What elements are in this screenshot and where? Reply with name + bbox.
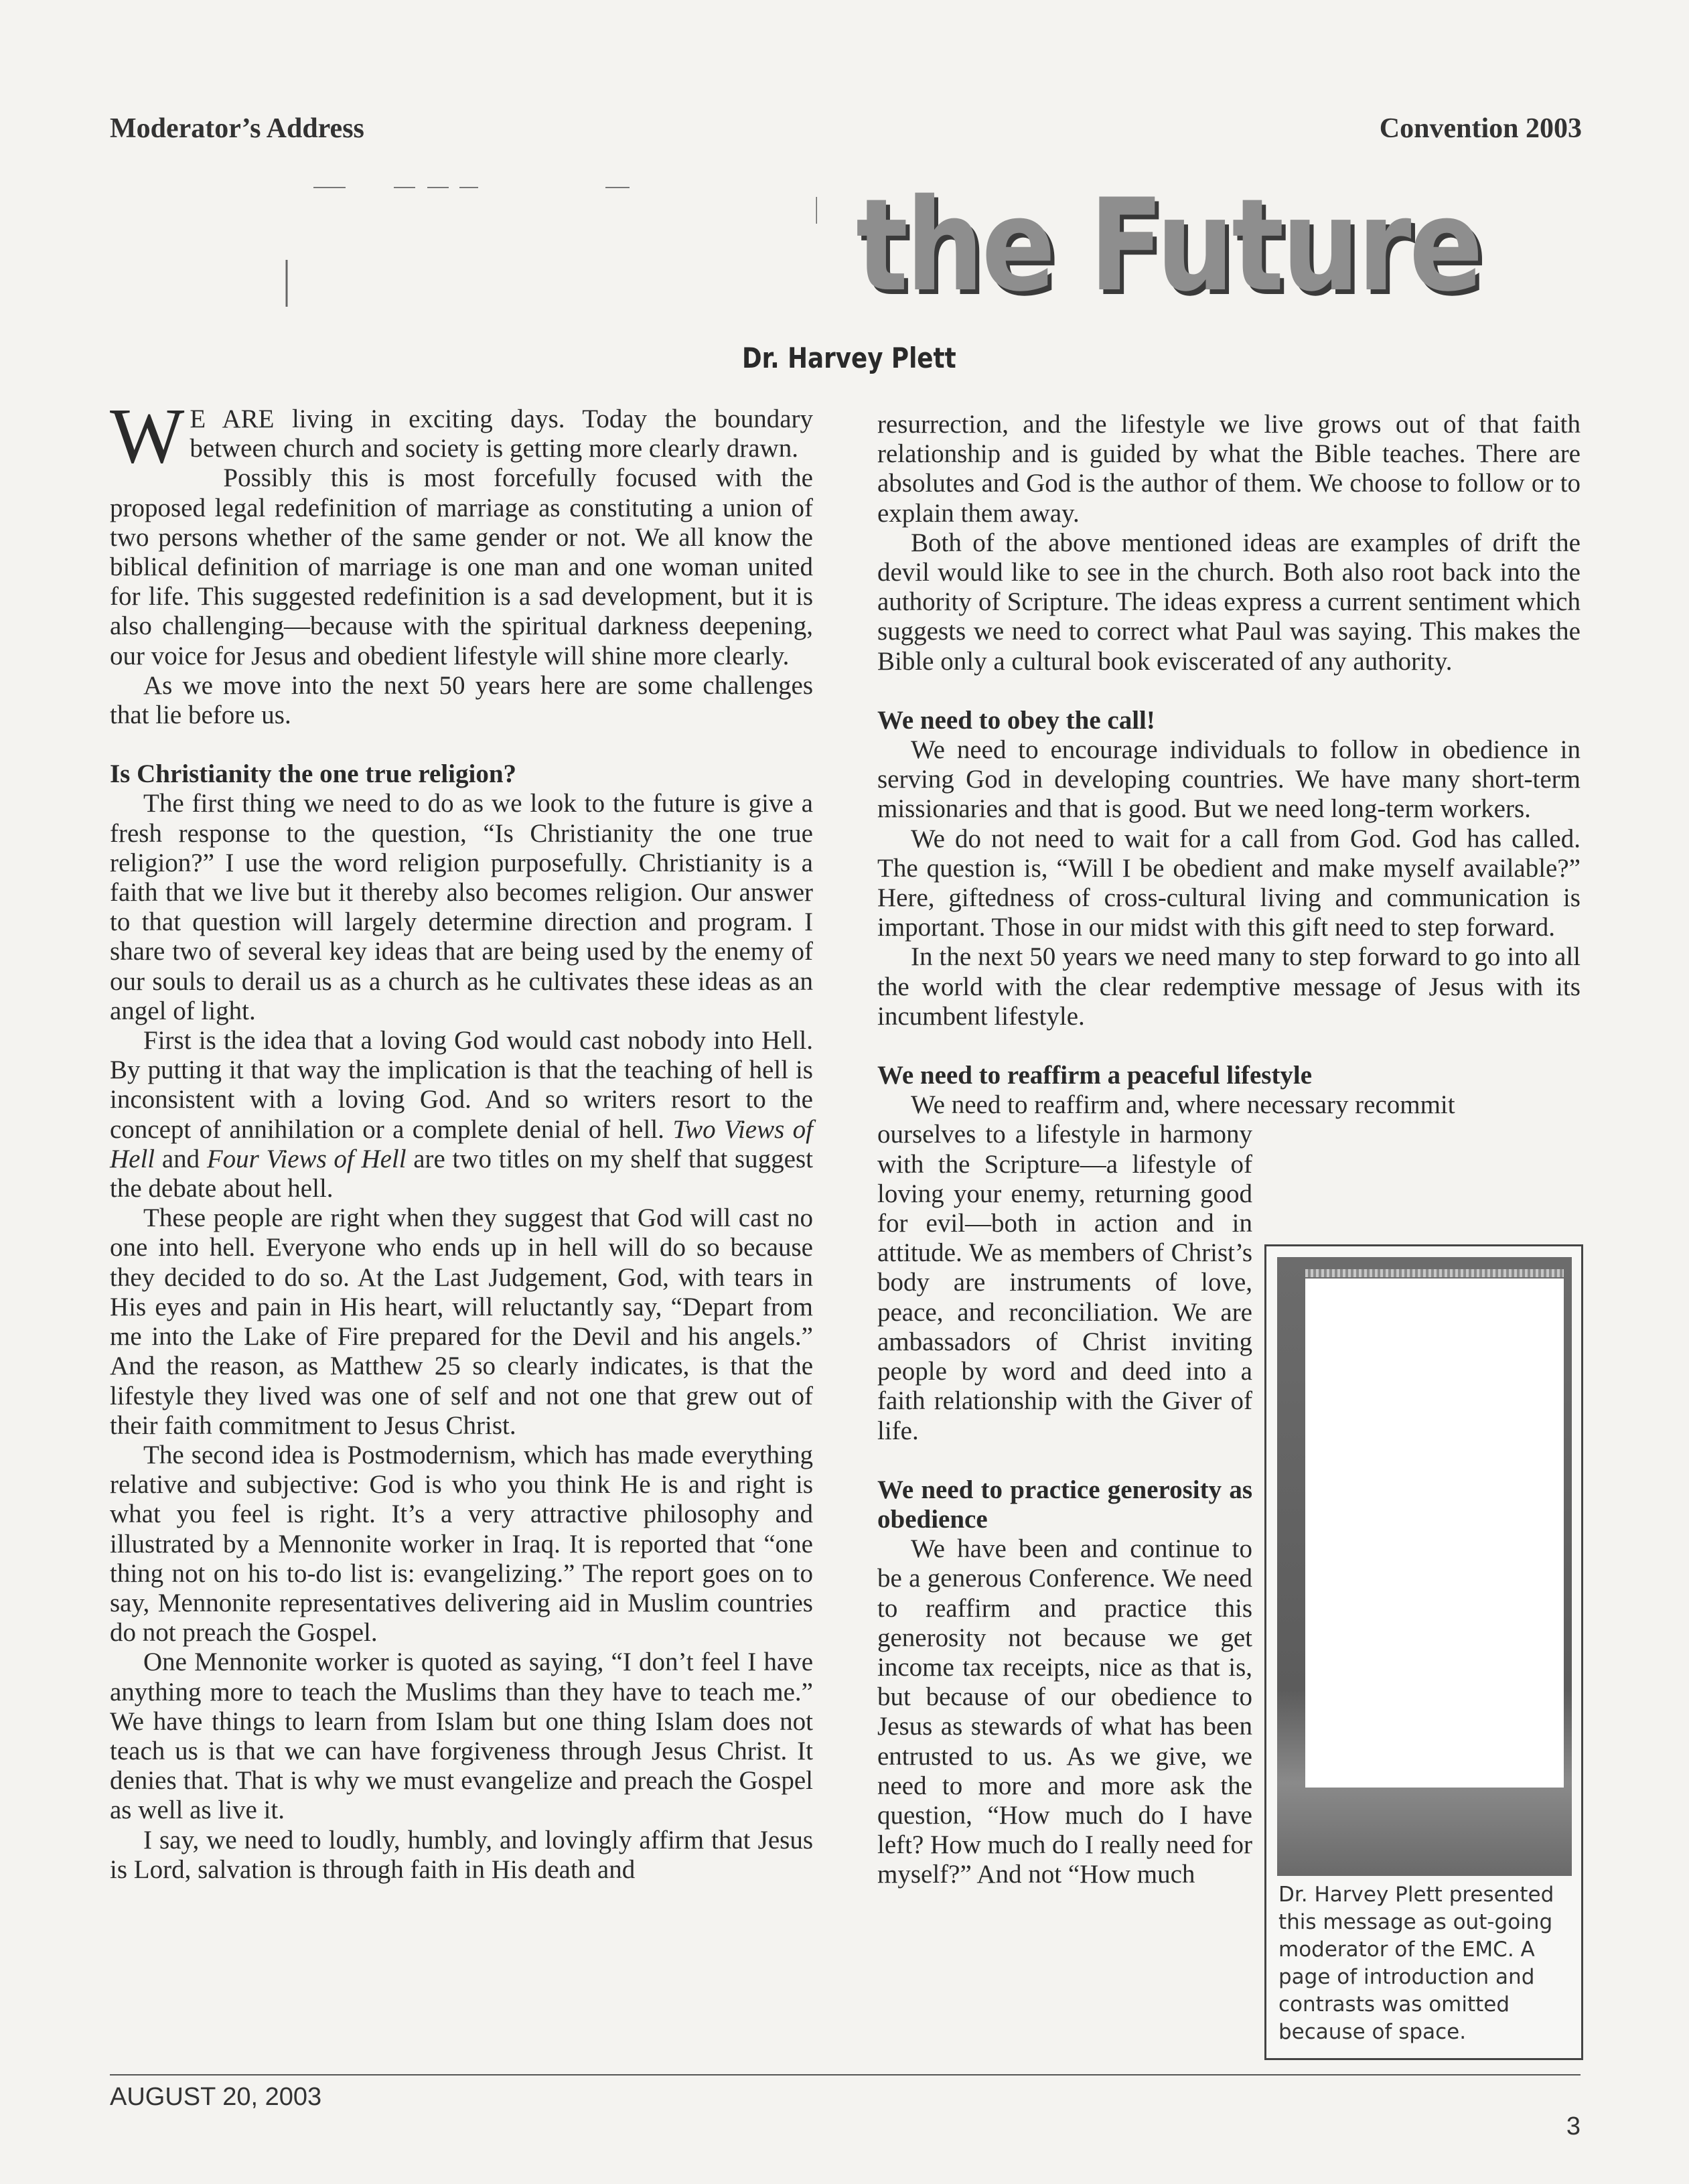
author-photo <box>1277 1257 1572 1876</box>
photo-box <box>1264 1244 1583 2060</box>
paragraph: Both of the above mentioned ideas are examples of drift the devil would like to see in the church. Both also root back into the authority of Scripture. The ideas express a current sentiment which suggests we need to correct what Paul was saying. This makes the Bible only a cultural book eviscerated of any authority. <box>877 528 1581 676</box>
subheading: We need to practice generosity as obedience <box>877 1475 1252 1534</box>
subheading: We need to obey the call! <box>877 705 1155 735</box>
redacted-title-marks <box>281 181 817 308</box>
narrow-text-block <box>877 1120 1252 1889</box>
paragraph: First is the idea that a loving God would cast nobody into Hell. By putting it that way the implication is that the teaching of hell is inconsistent with a loving God. And so writers resort to the concept of annihilation or a complete denial of hell. Two Views of Hell and Four Views of Hell are two titles on my shelf that suggest the debate about hell. <box>110 1026 813 1204</box>
photo-redacted-area <box>1305 1279 1564 1788</box>
article-author: Dr. Harvey Plett <box>742 342 956 374</box>
issue-date: AUGUST 20, 2003 <box>110 2083 322 2111</box>
column-left <box>110 392 813 1885</box>
drop-cap: W <box>110 392 185 480</box>
photo-frame-strip <box>1305 1269 1564 1277</box>
paragraph: resurrection, and the lifestyle we live grows out of that faith relationship and is guided by what the Bible teaches. There are absolutes and God is the author of them. We choose to follow or to explain them away. <box>877 410 1581 528</box>
paragraph: These people are right when they suggest that God will cast no one into hell. Everyone who ends up in hell will do so because they decided to do so. At the Last Judgement, God, with tears in His eyes and pain in His heart, will reluctantly say, “Depart from me into the Lake of Fire prepared for the Devil and his angels.” And the reason, as Matthew 25 so clearly indicates, is that the lifestyle they lived was one of self and not one that grew out of their faith commitment to Jesus Christ. <box>110 1204 813 1440</box>
paragraph: ourselves to a lifestyle in harmony with the Scripture—a lifestyle of loving your enemy, returning good for evil—both in action and in attitude. We as members of Christ’s body are instruments of love, peace, and reconciliation. We are ambassadors of Christ inviting people by word and deed into a faith relationship with the Giver of life. <box>877 1120 1252 1445</box>
photo-caption: Dr. Harvey Plett presented this message as out-going moderator of the EMC. A page of introduction and contrasts was omitted because of space. <box>1278 1883 1554 2044</box>
article-title: the Future <box>856 171 1481 319</box>
paragraph: Possibly this is most forcefully focused with the proposed legal redefinition of marriage as constituting a union of two persons whether of the same gender or not. We all know the biblical definition of marriage is one man and one woman united for life. This suggested redefinition is a sad development, but it is also challenging—because with the spiritual darkness deepening, our voice for Jesus and obedient lifestyle will shine more clearly. <box>110 463 813 670</box>
paragraph: As we move into the next 50 years here are some challenges that lie before us. <box>110 670 813 730</box>
subheading: We need to reaffirm a peaceful lifestyle <box>877 1061 1313 1090</box>
paragraph: The second idea is Postmodernism, which has made everything relative and subjective: God is who you think He is and right is what you feel is right. It’s a very attractive philosophy and illustrated by a Mennonite worker in Iraq. It is reported that “one thing not on his to-do list is: evangelizing.” The report goes on to say, Mennonite representatives delivering aid in Muslim countries do not preach the Gospel. <box>110 1440 813 1648</box>
page-number: 3 <box>1566 2112 1581 2140</box>
paragraph: We have been and continue to be a generous Conference. We need to reaffirm and practice this generosity not because we get income tax receipts, nice as that is, but because of our obedience to Jesus as stewards of what has been entrusted to us. As we give, we need to more and more ask the question, “How much do I have left? How much do I really need for myself?” And not “How much <box>877 1534 1252 1889</box>
paragraph: We need to encourage individuals to follow in obedience in serving God in developing countries. We have many short-term missionaries and that is good. But we need long-term workers. <box>877 735 1581 824</box>
paragraph: In the next 50 years we need many to step forward to go into all the world with the clear redemptive message of Jesus with its incumbent lifestyle. <box>877 942 1581 1031</box>
paragraph: We do not need to wait for a call from God. God has called. The question is, “Will I be obedient and make myself available?” Here, giftedness of cross-cultural living and communication is important. Those in our midst with this gift need to step forward. <box>877 824 1581 942</box>
subheading: Is Christianity the one true religion? <box>110 759 517 789</box>
paragraph: W E ARE living in exciting days. Today the boundary between church and society is getting more clearly drawn. <box>110 392 813 480</box>
section-header: Moderator’s Address <box>110 113 364 144</box>
footer-rule <box>110 2074 1581 2076</box>
paragraph: The first thing we need to do as we look to the future is give a fresh response to the question, “Is Christianity the one true religion?” I use the word religion purposefully. Christianity is a faith that we live but it thereby also becomes religion. Our answer to that question will largely determine direction and program. I share two of several key ideas that are being used by the enemy of our souls to derail us as a church as he cultivates these ideas as an angel of light. <box>110 789 813 1025</box>
paragraph: One Mennonite worker is quoted as saying, “I don’t feel I have anything more to teach the Muslims than they have to teach me.” We have things to learn from Islam but one thing Islam does not teach us is that we can have forgiveness through Jesus Christ. It denies that. That is why we must evangelize and preach the Gospel as well as live it. <box>110 1648 813 1825</box>
paragraph: We need to reaffirm and, where necessary recommit <box>911 1090 1455 1120</box>
paragraph: I say, we need to loudly, humbly, and lovingly affirm that Jesus is Lord, salvation is through faith in His death and <box>110 1825 813 1884</box>
issue-header: Convention 2003 <box>1379 113 1582 144</box>
